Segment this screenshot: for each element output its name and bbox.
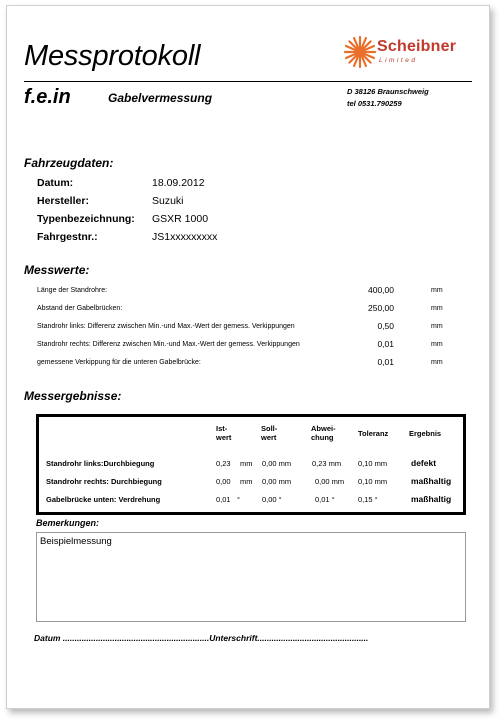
remarks-text: Beispielmessung	[40, 536, 112, 547]
result-ist: 0,01	[216, 495, 231, 504]
sun-logo-icon	[343, 35, 377, 69]
measurement-value: 250,00	[368, 303, 394, 313]
result-ist: 0,23	[216, 459, 231, 468]
address-line-1: D 38126 Braunschweig	[347, 87, 429, 96]
address-line-2: tel 0531.790259	[347, 99, 402, 108]
header-toleranz: Toleranz	[358, 429, 389, 438]
result-abweichung: 0,00 mm	[315, 477, 345, 486]
protocol-page	[6, 5, 490, 709]
logo-subtitle: Limited	[379, 57, 418, 64]
result-soll: 0,00 °	[262, 495, 282, 504]
result-ist-unit: °	[237, 495, 240, 504]
result-ist-unit: mm	[240, 459, 253, 468]
vehicle-value: JS1xxxxxxxxx	[152, 231, 218, 243]
measurement-label: Standrohr links: Differenz zwischen Min.-und Max.-Wert der gemess. Verkippungen	[37, 323, 295, 330]
vehicle-label: Fahrgestnr.:	[37, 231, 98, 243]
result-soll: 0,00 mm	[262, 459, 292, 468]
result-soll: 0,00 mm	[262, 477, 292, 486]
measurement-label: Länge der Standrohre:	[37, 287, 108, 294]
measurement-unit: mm	[431, 359, 443, 366]
measurements-heading: Messwerte:	[24, 263, 90, 277]
results-table	[36, 414, 466, 515]
company-name: f.e.in	[24, 86, 71, 108]
vehicle-value: Suzuki	[152, 195, 184, 207]
result-status: maßhaltig	[411, 494, 452, 504]
header-abweichung: Abwei- chung	[311, 424, 336, 442]
measurement-value: 0,01	[377, 357, 394, 367]
document-subtitle: Gabelvermessung	[108, 91, 213, 105]
vehicle-label: Typenbezeichnung:	[37, 213, 135, 225]
measurement-label: Abstand der Gabelbrücken:	[37, 305, 123, 312]
result-toleranz: 0,10 mm	[358, 477, 388, 486]
measurement-unit: mm	[431, 305, 443, 312]
measurement-unit: mm	[431, 341, 443, 348]
result-ist: 0,00	[216, 477, 231, 486]
date-signature-line: Datum ..............................................................Unterschrift...............................................	[34, 633, 369, 643]
result-toleranz: 0,15 °	[358, 495, 378, 504]
result-toleranz: 0,10 mm	[358, 459, 388, 468]
remarks-field[interactable]	[36, 532, 466, 622]
remarks-heading: Bemerkungen:	[36, 518, 100, 528]
result-label: Standrohr rechts: Durchbiegung	[46, 477, 162, 486]
result-abweichung: 0,01 °	[315, 495, 335, 504]
vehicle-heading: Fahrzeugdaten:	[24, 156, 114, 170]
logo-brand: Scheibner	[377, 38, 457, 55]
measurement-value: 0,01	[377, 339, 394, 349]
header-rule	[24, 81, 472, 82]
measurement-unit: mm	[431, 323, 443, 330]
header-ergebnis: Ergebnis	[409, 429, 442, 438]
vehicle-value: GSXR 1000	[152, 213, 209, 225]
result-status: defekt	[411, 458, 437, 468]
measurement-value: 400,00	[368, 285, 394, 295]
header-soll: Soll- wert	[261, 424, 278, 442]
measurement-label: gemessene Verkippung für die unteren Gabelbrücke:	[37, 359, 201, 366]
measurement-label: Standrohr rechts: Differenz zwischen Min.-und Max.-Wert der gemess. Verkippungen	[37, 341, 300, 348]
result-label: Standrohr links:Durchbiegung	[46, 459, 155, 468]
result-ist-unit: mm	[240, 477, 253, 486]
measurement-unit: mm	[431, 287, 443, 294]
vehicle-label: Hersteller:	[37, 195, 89, 207]
result-abweichung: 0,23 mm	[312, 459, 342, 468]
vehicle-label: Datum:	[37, 177, 74, 189]
vehicle-value: 18.09.2012	[152, 177, 205, 189]
measurement-value: 0,50	[377, 321, 394, 331]
result-label: Gabelbrücke unten: Verdrehung	[46, 495, 161, 504]
result-status: maßhaltig	[411, 476, 452, 486]
results-heading: Messergebnisse:	[24, 389, 122, 403]
page-title: Messprotokoll	[24, 40, 201, 72]
header-ist: Ist- wert	[216, 424, 232, 442]
